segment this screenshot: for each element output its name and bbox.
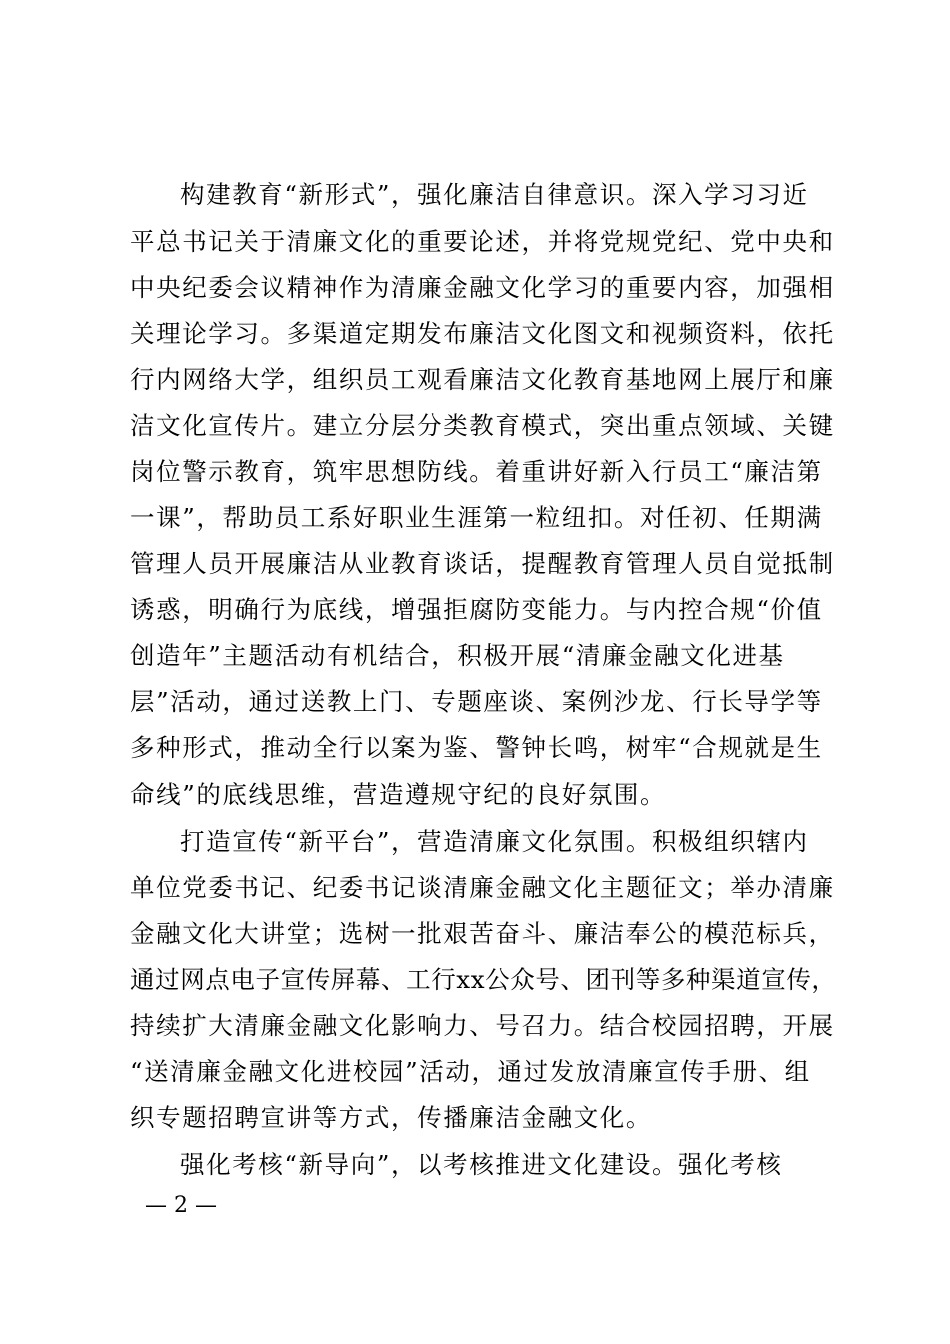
paragraph-1-line-8: 一课”，帮助员工系好职业生涯第一粒纽扣。对任初、任期满 (130, 503, 823, 532)
paragraph-2-line-7: 织专题招聘宣讲等方式，传播廉洁金融文化。 (130, 1103, 652, 1132)
paragraph-1-line-10: 诱惑，明确行为底线，增强拒腐防变能力。与内控合规“价值 (130, 595, 823, 624)
paragraph-2-line-6: “送清廉金融文化进校园”活动，通过发放清廉宣传手册、组 (130, 1057, 811, 1086)
paragraph-1-line-1: 构建教育“新形式”，强化廉洁自律意识。深入学习习近 (180, 180, 809, 209)
paragraph-1-line-13: 多种形式，推动全行以案为鉴、警钟长鸣，树牢“合规就是生 (130, 733, 823, 762)
paragraph-1-line-3: 中央纪委会议精神作为清廉金融文化学习的重要内容，加强相 (130, 273, 835, 302)
paragraph-2-line-3: 金融文化大讲堂；选树一批艰苦奋斗、廉洁奉公的模范标兵， (130, 919, 835, 948)
paragraph-2-line-2: 单位党委书记、纪委书记谈清廉金融文化主题征文；举办清廉 (130, 873, 835, 902)
paragraph-1-line-7: 岗位警示教育，筑牢思想防线。着重讲好新入行员工“廉洁第 (130, 457, 823, 486)
paragraph-1-line-9: 管理人员开展廉洁从业教育谈话，提醒教育管理人员自觉抵制 (130, 549, 835, 578)
paragraph-1-line-14: 命线”的底线思维，营造遵规守纪的良好氛围。 (130, 780, 667, 809)
page-number: — 2 — (145, 1193, 217, 1218)
paragraph-1-line-11: 创造年”主题活动有机结合，积极开展“清廉金融文化进基 (130, 641, 785, 670)
paragraph-2-line-4: 通过网点电子宣传屏幕、工行xx公众号、团刊等多种渠道宣传， (130, 965, 837, 994)
paragraph-3-line-1: 强化考核“新导向”，以考核推进文化建设。强化考核 (180, 1150, 783, 1179)
paragraph-1-line-5: 行内网络大学，组织员工观看廉洁文化教育基地网上展厅和廉 (130, 365, 835, 394)
paragraph-1-line-2: 平总书记关于清廉文化的重要论述，并将党规党纪、党中央和 (130, 227, 835, 256)
paragraph-1-line-12: 层”活动，通过送教上门、专题座谈、案例沙龙、行长导学等 (130, 687, 823, 716)
paragraph-2-line-5: 持续扩大清廉金融文化影响力、号召力。结合校园招聘，开展 (130, 1011, 835, 1040)
paragraph-2-line-1: 打造宣传“新平台”，营造清廉文化氛围。积极组织辖内 (180, 827, 809, 856)
paragraph-1-line-4: 关理论学习。多渠道定期发布廉洁文化图文和视频资料，依托 (130, 319, 835, 348)
paragraph-1-line-6: 洁文化宣传片。建立分层分类教育模式，突出重点领域、关键 (130, 411, 835, 440)
